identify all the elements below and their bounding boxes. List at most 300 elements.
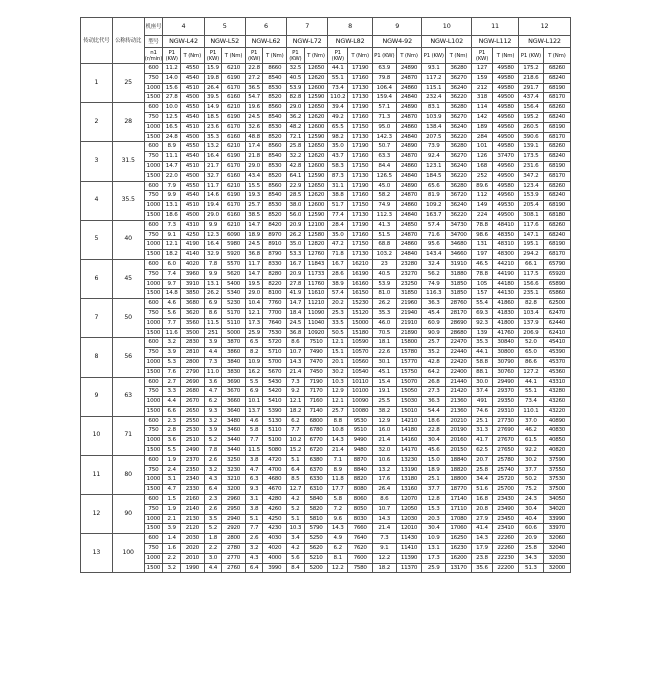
table-container	[80, 17, 571, 573]
torque-cell: 41830	[493, 308, 519, 318]
power-cell: 318	[471, 93, 492, 103]
power-cell: 6.9	[204, 299, 222, 309]
torque-cell: 11390	[396, 553, 422, 563]
power-cell: 27.3	[422, 387, 446, 397]
torque-cell: 4550	[181, 142, 205, 152]
torque-cell: 24870	[396, 73, 422, 83]
torque-cell: 11843	[304, 259, 328, 269]
torque-cell: 9510	[348, 426, 373, 436]
torque-cell: 2940	[222, 514, 246, 524]
power-cell: 36.8	[245, 250, 263, 260]
torque-cell: 24860	[396, 83, 422, 93]
torque-cell: 2130	[181, 514, 205, 524]
power-cell: 90.9	[422, 328, 446, 338]
power-cell: 3.2	[204, 465, 222, 475]
power-cell: 6.4	[287, 465, 305, 475]
speed-cell: 750	[144, 426, 163, 436]
torque-cell: 24840	[396, 132, 422, 142]
torque-cell: 12650	[304, 181, 328, 191]
power-cell: 15.6	[163, 83, 181, 93]
power-cell: 74.6	[471, 406, 492, 416]
torque-cell: 15010	[396, 406, 422, 416]
torque-cell: 17130	[348, 83, 373, 93]
speed-cell: 750	[144, 308, 163, 318]
torque-cell: 68240	[543, 152, 570, 162]
torque-cell: 22400	[446, 367, 472, 377]
torque-cell: 8560	[263, 142, 287, 152]
power-cell: 6.4	[204, 485, 222, 495]
torque-cell: 2030	[181, 534, 205, 544]
torque-cell: 17150	[348, 240, 373, 250]
power-cell: 35.3	[204, 132, 222, 142]
torque-cell: 2960	[222, 495, 246, 505]
torque-cell: 3910	[181, 279, 205, 289]
power-cell: 7.3	[287, 377, 305, 387]
table-row	[81, 455, 571, 465]
torque-cell: 3830	[222, 367, 246, 377]
power-cell: 25.1	[422, 475, 446, 485]
torque-cell: 21960	[396, 299, 422, 309]
table-row	[81, 191, 571, 201]
power-cell: 35.3	[373, 308, 397, 318]
torque-cell: 17150	[348, 201, 373, 211]
power-cell: 50.5	[328, 328, 348, 338]
torque-cell: 36280	[446, 103, 472, 113]
power-cell: 127	[471, 64, 492, 74]
torque-cell: 4510	[181, 201, 205, 211]
power-cell: 73.9	[422, 142, 446, 152]
torque-cell: 17160	[348, 112, 373, 122]
torque-cell: 8050	[348, 504, 373, 514]
torque-cell: 16150	[348, 289, 373, 299]
power-cell: 8.6	[373, 495, 397, 505]
table-row	[81, 122, 571, 132]
power-cell: 37.7	[519, 465, 544, 475]
power-cell: 7.6	[163, 367, 181, 377]
power-cell: 6.0	[163, 259, 181, 269]
power-cell: 34.4	[471, 475, 492, 485]
power-cell: 117.6	[519, 220, 544, 230]
torque-cell: 41860	[493, 299, 519, 309]
torque-cell: 8420	[263, 220, 287, 230]
torque-cell: 4260	[263, 504, 287, 514]
torque-cell: 6190	[222, 191, 246, 201]
power-cell: 20.9	[287, 269, 305, 279]
power-cell: 19.1	[373, 387, 397, 397]
power-cell: 137.9	[519, 318, 544, 328]
power-cell: 235.1	[519, 289, 544, 299]
torque-cell: 17160	[348, 73, 373, 83]
power-cell: 20.1	[328, 357, 348, 367]
power-cell: 25.1	[471, 416, 492, 426]
torque-cell: 3870	[222, 338, 246, 348]
power-cell: 7.3	[163, 220, 181, 230]
torque-cell: 24870	[396, 230, 422, 240]
table-row	[81, 220, 571, 230]
torque-cell: 4540	[181, 152, 205, 162]
torque-cell: 44130	[493, 289, 519, 299]
power-cell: 2.2	[163, 553, 181, 563]
gear-spec-table	[80, 17, 571, 573]
power-cell: 8.6	[287, 338, 305, 348]
seat-number: 10	[422, 18, 471, 36]
power-cell: 32.9	[204, 250, 222, 260]
model-name: NGW-L122	[519, 36, 571, 48]
torque-cell: 22200	[493, 563, 519, 573]
torque-cell: 24870	[396, 152, 422, 162]
torque-cell: 21910	[396, 318, 422, 328]
torque-cell: 31850	[446, 279, 472, 289]
speed-cell: 750	[144, 465, 163, 475]
torque-cell: 36240	[446, 161, 472, 171]
torque-cell: 18770	[446, 485, 472, 495]
speed-cell: 750	[144, 504, 163, 514]
torque-cell: 34660	[446, 250, 472, 260]
power-cell: 3.9	[163, 524, 181, 534]
power-cell: 10.8	[328, 426, 348, 436]
torque-cell: 11090	[304, 308, 328, 318]
torque-cell: 2770	[222, 553, 246, 563]
header-row-model	[81, 36, 571, 48]
torque-cell: 36270	[446, 73, 472, 83]
torque-unit-header: T (Nm)	[348, 48, 373, 64]
power-cell: 8.9	[328, 465, 348, 475]
power-cell: 23	[373, 259, 397, 269]
power-cell: 123.1	[422, 161, 446, 171]
ratio-code-header: 传动比代号	[81, 18, 113, 64]
power-cell: 13.7	[245, 406, 263, 416]
power-cell: 48.2	[287, 122, 305, 132]
speed-cell: 750	[144, 230, 163, 240]
torque-cell: 36240	[446, 201, 472, 211]
table-row	[81, 142, 571, 152]
power-cell: 195.2	[519, 112, 544, 122]
power-cell: 1.8	[204, 534, 222, 544]
power-cell: 55.1	[519, 387, 544, 397]
torque-cell: 2160	[181, 495, 205, 505]
torque-cell: 6720	[304, 446, 328, 456]
torque-cell: 41800	[493, 318, 519, 328]
power-cell: 142.3	[373, 132, 397, 142]
torque-unit-header: T (Nm)	[493, 48, 519, 64]
speed-cell: 1500	[144, 446, 163, 456]
torque-cell: 2510	[181, 436, 205, 446]
power-cell: 9.2	[287, 387, 305, 397]
power-cell: 7.1	[328, 455, 348, 465]
power-cell: 11.6	[163, 328, 181, 338]
power-cell: 58.3	[328, 161, 348, 171]
torque-cell: 28690	[446, 318, 472, 328]
seat-number: 7	[287, 18, 328, 36]
speed-cell: 1000	[144, 475, 163, 485]
torque-cell: 8540	[263, 191, 287, 201]
speed-cell: 600	[144, 495, 163, 505]
torque-cell: 4190	[181, 240, 205, 250]
torque-cell: 27730	[493, 416, 519, 426]
power-cell: 3.2	[163, 338, 181, 348]
power-cell: 12.7	[287, 485, 305, 495]
torque-cell: 8520	[263, 171, 287, 181]
torque-cell: 3460	[222, 426, 246, 436]
torque-cell: 34050	[543, 495, 570, 505]
power-cell: 6.5	[245, 338, 263, 348]
power-cell: 28.5	[287, 191, 305, 201]
torque-cell: 36220	[446, 132, 472, 142]
power-cell: 38.0	[287, 201, 305, 211]
power-cell: 44.1	[519, 377, 544, 387]
power-cell: 1.5	[163, 495, 181, 505]
torque-cell: 12580	[304, 230, 328, 240]
power-cell: 184.5	[422, 171, 446, 181]
torque-cell: 7660	[348, 524, 373, 534]
power-cell: 58.2	[373, 191, 397, 201]
power-cell: 231.6	[519, 161, 544, 171]
power-cell: 35.0	[287, 240, 305, 250]
speed-cell: 1500	[144, 328, 163, 338]
torque-cell: 8540	[263, 73, 287, 83]
power-cell: 14.3	[471, 534, 492, 544]
power-cell: 5.2	[204, 436, 222, 446]
torque-cell: 4550	[181, 103, 205, 113]
power-cell: 35.6	[471, 563, 492, 573]
power-cell: 14.7	[245, 220, 263, 230]
torque-unit-header: T (Nm)	[181, 48, 205, 64]
ratio-code-cell: 12	[81, 495, 113, 534]
power-cell: 116.3	[422, 289, 446, 299]
power-cell: 63.3	[373, 152, 397, 162]
power-cell: 4.4	[204, 563, 222, 573]
ratio-code-cell: 4	[81, 181, 113, 220]
torque-cell: 37500	[543, 485, 570, 495]
torque-cell: 4510	[181, 83, 205, 93]
table-row	[81, 406, 571, 416]
power-unit-header: P1 (KW)	[422, 48, 446, 64]
torque-cell: 49500	[493, 171, 519, 181]
power-cell: 3.9	[204, 426, 222, 436]
power-cell: 36.5	[245, 83, 263, 93]
torque-cell: 8540	[263, 112, 287, 122]
torque-cell: 8530	[263, 83, 287, 93]
power-cell: 37.0	[519, 416, 544, 426]
torque-cell: 49580	[493, 142, 519, 152]
torque-cell: 49500	[493, 210, 519, 220]
power-cell: 10.7	[373, 504, 397, 514]
ratio-code-cell: 8	[81, 338, 113, 377]
torque-cell: 8030	[348, 514, 373, 524]
power-cell: 21.4	[373, 524, 397, 534]
torque-cell: 1990	[181, 563, 205, 573]
table-row	[81, 64, 571, 74]
torque-cell: 62470	[543, 308, 570, 318]
power-cell: 8.1	[328, 553, 348, 563]
torque-cell: 6800	[304, 416, 328, 426]
model-name: NGW-L112	[471, 36, 518, 48]
torque-cell: 10080	[348, 406, 373, 416]
power-cell: 232.4	[422, 93, 446, 103]
power-cell: 7.7	[287, 426, 305, 436]
torque-cell: 17060	[446, 524, 472, 534]
power-cell: 20.2	[328, 299, 348, 309]
torque-cell: 68190	[543, 122, 570, 132]
torque-cell: 3840	[222, 357, 246, 367]
power-cell: 22.8	[422, 426, 446, 436]
torque-cell: 3670	[222, 387, 246, 397]
power-cell: 37.7	[422, 485, 446, 495]
torque-cell: 16230	[446, 544, 472, 554]
torque-cell: 3620	[181, 308, 205, 318]
torque-cell: 5670	[263, 367, 287, 377]
table-row	[81, 534, 571, 544]
torque-cell: 43310	[543, 377, 570, 387]
power-cell: 18.6	[422, 416, 446, 426]
power-cell: 98.2	[328, 132, 348, 142]
torque-cell: 3850	[181, 289, 205, 299]
power-cell: 156.4	[519, 103, 544, 113]
power-cell: 4.9	[328, 534, 348, 544]
power-cell: 2.3	[204, 495, 222, 505]
speed-cell: 750	[144, 348, 163, 358]
torque-cell: 3230	[222, 465, 246, 475]
power-cell: 50.2	[519, 475, 544, 485]
torque-cell: 65890	[543, 279, 570, 289]
power-cell: 4.4	[163, 397, 181, 407]
power-cell: 39.5	[204, 93, 222, 103]
power-cell: 18.2	[163, 250, 181, 260]
header-row-units	[81, 48, 571, 64]
nominal-ratio-cell: 56	[112, 338, 144, 377]
power-cell: 27.9	[471, 514, 492, 524]
torque-cell: 24840	[396, 250, 422, 260]
power-cell: 12.1	[245, 308, 263, 318]
torque-cell: 12100	[304, 220, 328, 230]
torque-cell: 5430	[263, 377, 287, 387]
power-cell: 53.3	[287, 250, 305, 260]
power-cell: 16.4	[204, 240, 222, 250]
power-cell: 81.0	[373, 289, 397, 299]
power-cell: 18.9	[245, 230, 263, 240]
table-row	[81, 279, 571, 289]
torque-cell: 22420	[446, 357, 472, 367]
torque-cell: 4250	[263, 514, 287, 524]
table-row	[81, 338, 571, 348]
power-cell: 115.1	[422, 83, 446, 93]
torque-cell: 49500	[493, 93, 519, 103]
power-cell: 57.4	[328, 289, 348, 299]
table-row	[81, 357, 571, 367]
power-cell: 17.3	[422, 553, 446, 563]
torque-cell: 8790	[263, 250, 287, 260]
power-cell: 195.1	[519, 240, 544, 250]
power-unit-header: P1 (KW)	[519, 48, 544, 64]
torque-cell: 68240	[543, 230, 570, 240]
torque-cell: 40820	[543, 446, 570, 456]
torque-cell: 62440	[543, 318, 570, 328]
power-cell: 29.0	[245, 289, 263, 299]
power-unit-header: P1 (KW)	[328, 48, 348, 64]
ratio-code-cell: 6	[81, 259, 113, 298]
power-cell: 36.2	[287, 112, 305, 122]
torque-cell: 18800	[446, 475, 472, 485]
power-cell: 60.6	[519, 524, 544, 534]
torque-cell: 49560	[493, 161, 519, 171]
table-row	[81, 544, 571, 554]
torque-cell: 2680	[181, 387, 205, 397]
power-cell: 3.8	[245, 504, 263, 514]
power-cell: 139	[471, 328, 492, 338]
power-cell: 31.1	[328, 181, 348, 191]
power-cell: 84.4	[373, 161, 397, 171]
torque-cell: 4500	[181, 132, 205, 142]
power-cell: 224	[471, 210, 492, 220]
ratio-code-cell: 7	[81, 299, 113, 338]
seat-number-label: 机座号	[144, 18, 163, 36]
power-cell: 2.7	[163, 377, 181, 387]
table-row	[81, 465, 571, 475]
seat-number: 5	[204, 18, 245, 36]
torque-cell: 11430	[396, 534, 422, 544]
torque-cell: 8530	[263, 122, 287, 132]
power-cell: 27.8	[287, 279, 305, 289]
torque-cell: 5790	[304, 524, 328, 534]
speed-cell: 600	[144, 64, 163, 74]
power-cell: 105	[471, 279, 492, 289]
torque-cell: 13180	[396, 475, 422, 485]
power-cell: 5.2	[287, 504, 305, 514]
torque-cell: 12650	[304, 103, 328, 113]
power-cell: 24.5	[287, 318, 305, 328]
power-cell: 6.2	[287, 416, 305, 426]
power-cell: 163.7	[422, 210, 446, 220]
torque-cell: 2120	[181, 524, 205, 534]
torque-cell: 30760	[493, 367, 519, 377]
power-cell: 308.1	[519, 210, 544, 220]
torque-cell: 36220	[446, 210, 472, 220]
power-cell: 14.0	[163, 73, 181, 83]
power-unit-header: P1 (KW)	[204, 48, 222, 64]
power-cell: 35.0	[328, 230, 348, 240]
torque-cell: 3440	[222, 446, 246, 456]
power-cell: 6.4	[245, 563, 263, 573]
table-row	[81, 318, 571, 328]
table-row	[81, 181, 571, 191]
torque-cell: 40850	[543, 436, 570, 446]
torque-cell: 20190	[446, 426, 472, 436]
power-cell: 14.3	[287, 357, 305, 367]
power-cell: 49.2	[328, 112, 348, 122]
table-row	[81, 387, 571, 397]
torque-cell: 23410	[493, 524, 519, 534]
nominal-ratio-cell: 40	[112, 220, 144, 259]
power-cell: 64.1	[287, 171, 305, 181]
power-cell: 251	[204, 328, 222, 338]
power-cell: 16.0	[373, 426, 397, 436]
power-cell: 260.5	[519, 122, 544, 132]
speed-cell: 600	[144, 299, 163, 309]
model-name: NGW-L72	[287, 36, 328, 48]
power-cell: 45.6	[422, 446, 446, 456]
power-cell: 14.8	[163, 289, 181, 299]
power-cell: 33.5	[328, 318, 348, 328]
torque-cell: 4230	[263, 524, 287, 534]
torque-cell: 4030	[263, 534, 287, 544]
seat-number: 12	[519, 18, 571, 36]
power-cell: 22.6	[373, 348, 397, 358]
torque-cell: 2810	[181, 348, 205, 358]
torque-cell: 5110	[222, 318, 246, 328]
torque-cell: 7490	[304, 348, 328, 358]
ratio-code-cell: 11	[81, 455, 113, 494]
power-cell: 4.2	[287, 495, 305, 505]
